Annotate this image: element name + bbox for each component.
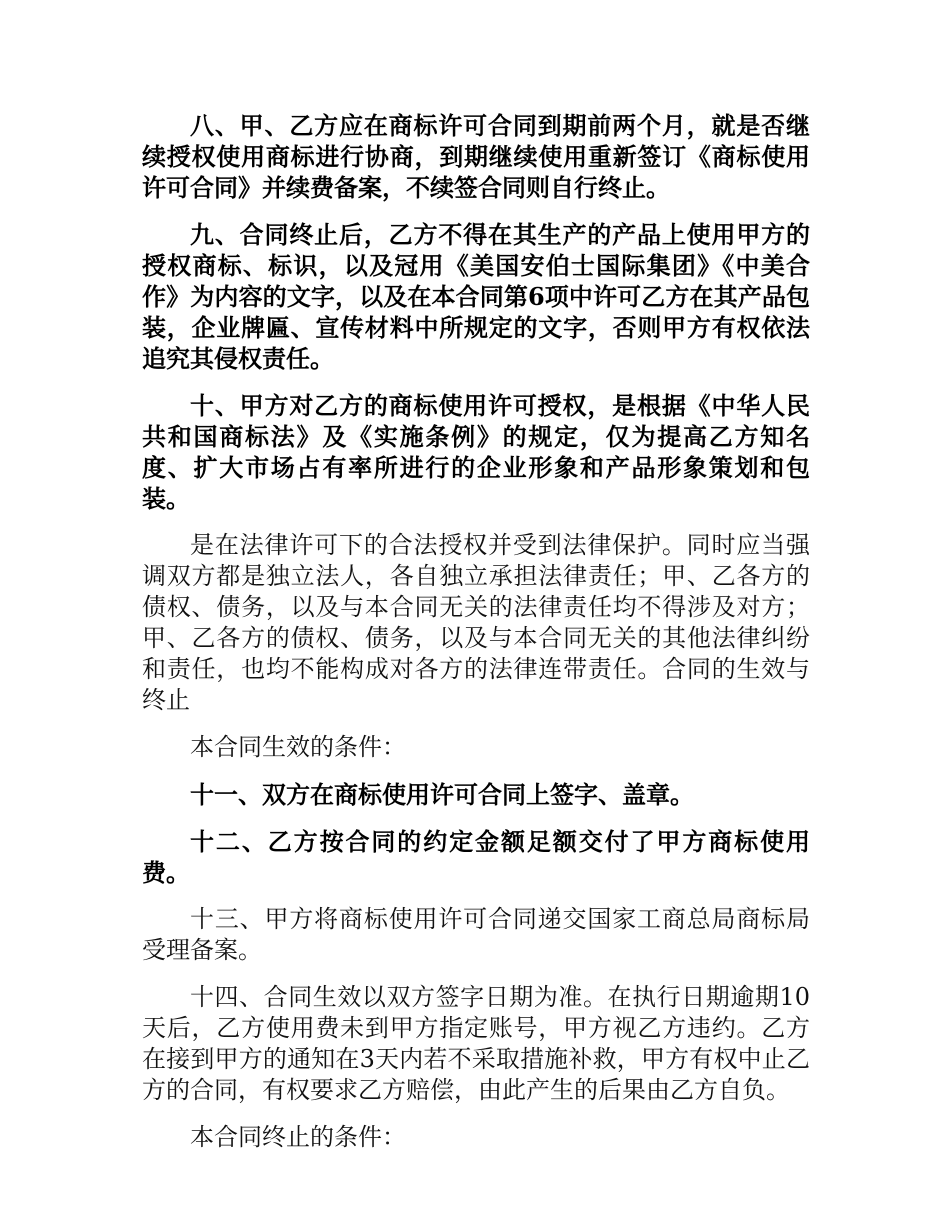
effective-conditions-heading: 本合同生效的条件： [190,733,406,761]
clause-13-paragraph: 十三、甲方将商标使用许可合同递交国家工商总局商标局受理备案。 [142,905,810,964]
clause-10-paragraph: 十、甲方对乙方的商标使用许可授权，是根据《中华人民共和国商标法》及《实施条例》的规定，仅为提高乙方知名度、扩大市场占有率所进行的企业形象和产品形象策划和包装。 [142,391,810,513]
clause-9-paragraph: 九、合同终止后，乙方不得在其生产的产品上使用甲方的授权商标、标识，以及冠用《美国安伯士国际集团》《中美合作》为内容的文字，以及在本合同第6项中许可乙方在其产品包装，企业牌匾、宣传材料中所规定的文字，否则甲方有权依法追究其侵权责任。 [142,220,810,373]
clause-8-paragraph: 八、甲、乙方应在商标许可合同到期前两个月，就是否继续授权使用商标进行协商，到期继续使用重新签订《商标使用许可合同》并续费备案，不续签合同则自行终止。 [142,111,810,202]
clause-12-paragraph: 十二、乙方按合同的约定金额足额交付了甲方商标使用费。 [142,827,810,887]
legal-protection-paragraph: 是在法律许可下的合法授权并受到法律保护。同时应当强调双方都是独立法人，各自独立承担法律责任；甲、乙各方的债权、债务，以及与本合同无关的法律责任均不得涉及对方；甲、乙各方的债权、债务，以及与本合同无关的其他法律纠纷和责任，也均不能构成对各方的法律连带责任。合同的生效与终止 [142,531,810,714]
document-body [142,110,810,1169]
clause-11-paragraph: 十一、双方在商标使用许可合同上签字、盖章。 [190,780,694,809]
termination-conditions-heading: 本合同终止的条件： [190,1123,406,1151]
clause-14-paragraph: 十四、合同生效以双方签字日期为准。在执行日期逾期10天后，乙方使用费未到甲方指定账号，甲方视乙方违约。乙方在接到甲方的通知在3天内若不采取措施补救，甲方有权中止乙方的合同，有权要求乙方赔偿，由此产生的后果由乙方自负。 [142,983,810,1104]
